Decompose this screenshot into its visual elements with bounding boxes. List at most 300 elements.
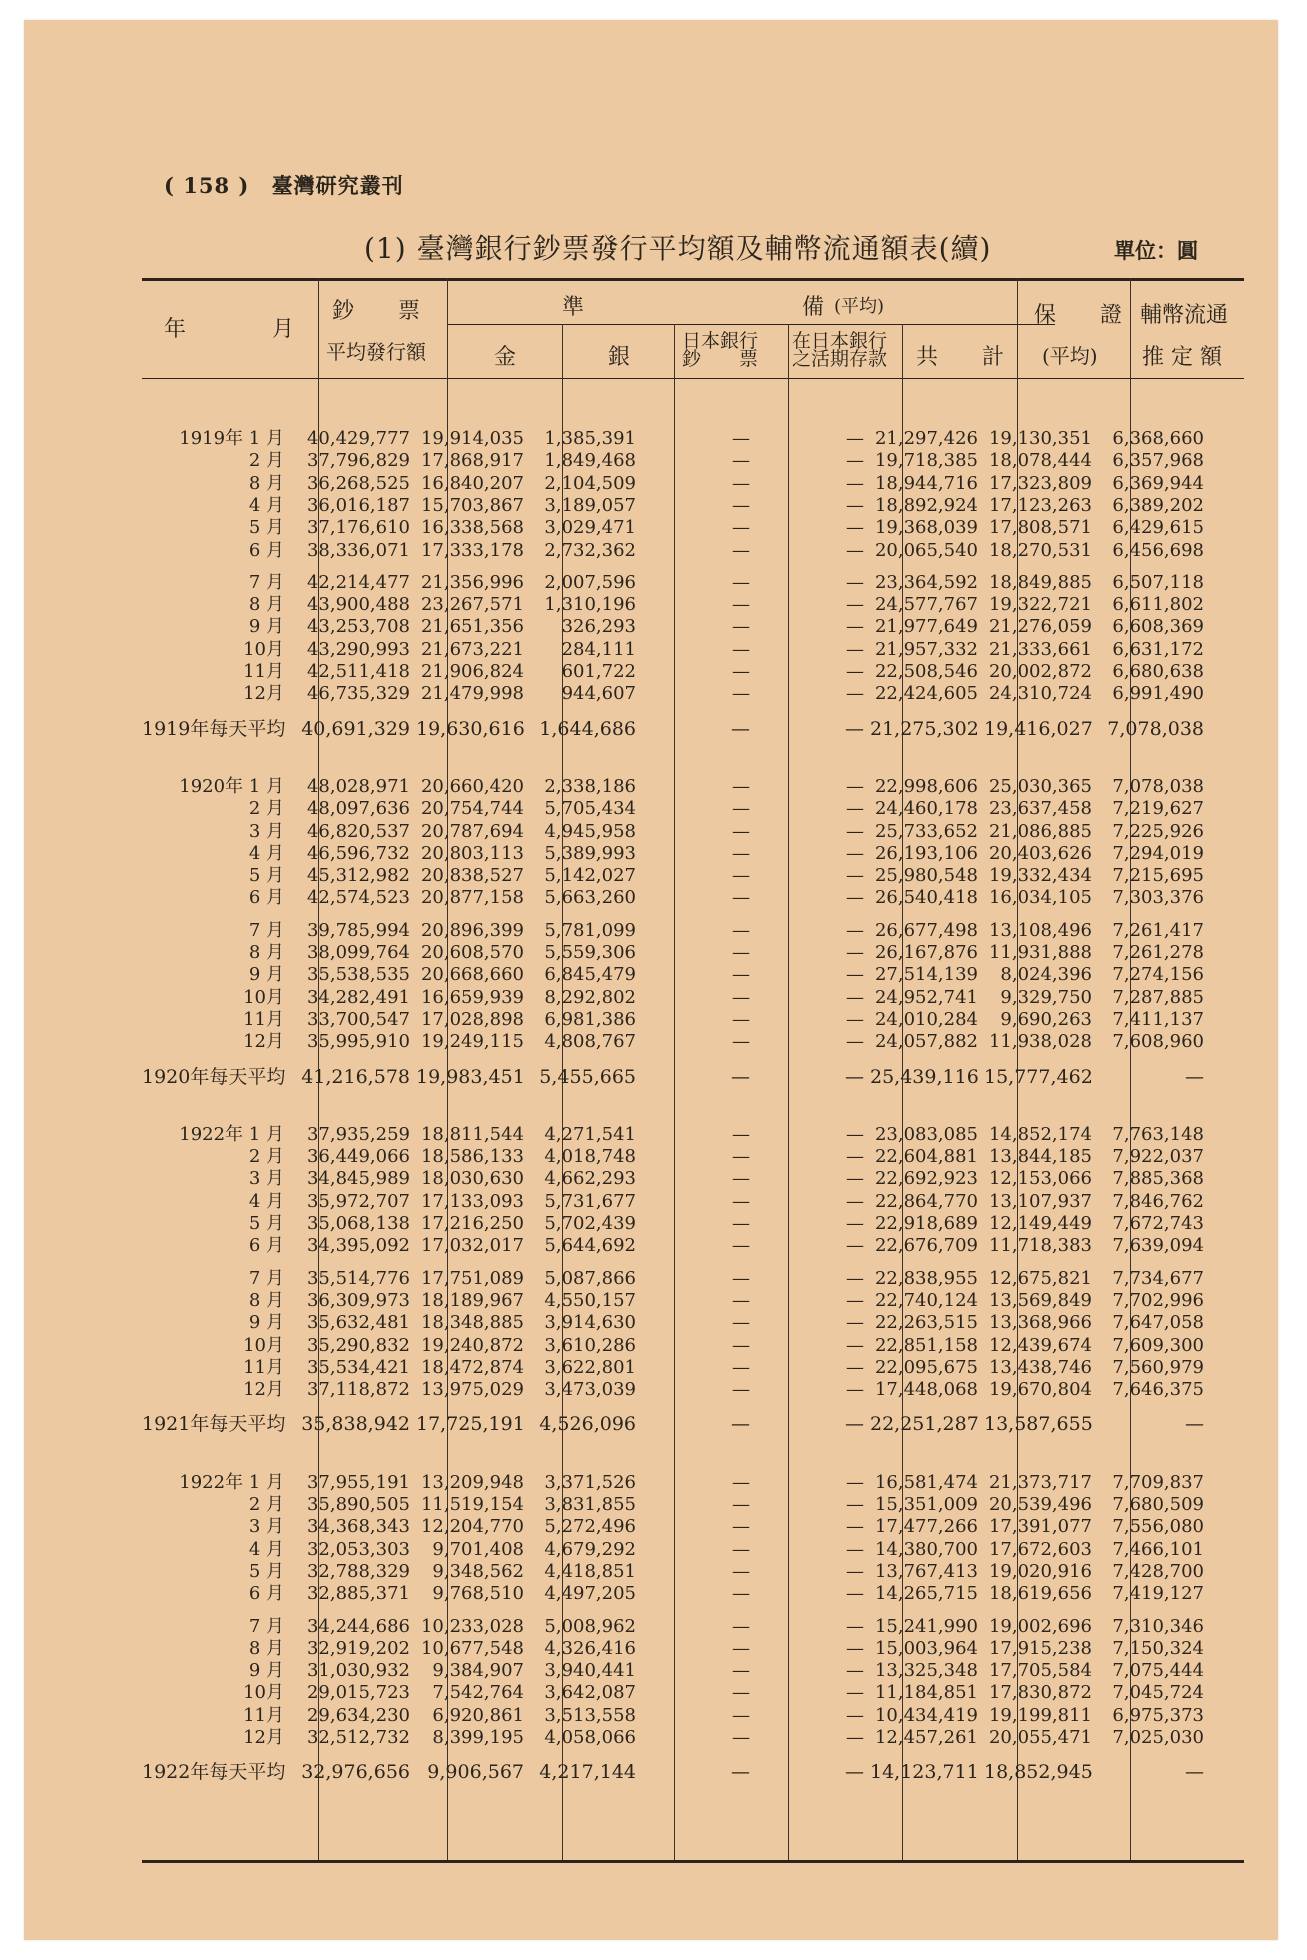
reserve-total-cell: 22,864,770 [874, 1190, 978, 1212]
guarantee-cell: 9,329,750 [1000, 986, 1092, 1008]
notes-issued-cell: 31,030,932 [306, 1660, 410, 1682]
guarantee-cell: 20,002,872 [988, 661, 1092, 682]
reserve-silver-cell: 5,644,692 [544, 1235, 636, 1257]
reserve-gold-cell: 12,204,770 [420, 1516, 524, 1538]
reserve-boj-notes-cell: — [732, 798, 750, 820]
reserve-gold-cell: 13,209,948 [420, 1471, 524, 1493]
reserve-boj-notes-cell: — [732, 638, 750, 660]
notes-issued-cell: 35,290,832 [306, 1334, 410, 1356]
col-header-boj-notes [682, 332, 758, 368]
subsidiary-coin-cell: 7,215,695 [1112, 865, 1204, 887]
notes-issued-cell: 48,028,971 [306, 775, 410, 797]
reserve-total-cell: 13,325,348 [874, 1660, 978, 1682]
reserve-gold-cell: 10,677,548 [420, 1637, 524, 1659]
guarantee-cell: 21,276,059 [988, 616, 1092, 638]
row-label-cell: 5 月 [248, 1560, 284, 1582]
reserve-boj-deposit-cell: — [846, 1235, 864, 1257]
reserve-boj-deposit-cell: — [846, 571, 864, 593]
notes-issued-cell: 37,796,829 [306, 450, 410, 472]
table-row [142, 865, 1244, 887]
subsidiary-coin-cell: 7,556,080 [1112, 1516, 1204, 1538]
row-label-cell: 1920年 1 月 [179, 775, 284, 797]
reserve-total-cell: 19,718,385 [874, 450, 978, 472]
running-head [164, 170, 404, 200]
reserve-boj-notes-cell: — [732, 428, 750, 449]
row-label-cell: 5 月 [248, 517, 284, 539]
reserve-total-cell: 16,581,474 [874, 1471, 978, 1493]
subsidiary-coin-cell: 7,709,837 [1112, 1471, 1204, 1493]
reserve-silver-cell: 4,058,066 [544, 1727, 636, 1748]
reserve-boj-deposit-cell: — [846, 942, 864, 963]
reserve-silver-cell: 6,845,479 [544, 964, 636, 986]
subsidiary-coin-cell: 7,303,376 [1112, 887, 1204, 909]
reserve-gold-cell: 18,348,885 [420, 1312, 524, 1334]
reserve-gold-cell: 6,920,861 [432, 1704, 524, 1726]
notes-issued-cell: 35,995,910 [306, 1031, 410, 1053]
reserve-gold-cell: 18,472,874 [420, 1356, 524, 1378]
reserve-total-cell: 18,892,924 [874, 494, 978, 516]
subsidiary-coin-cell: 6,608,369 [1112, 616, 1204, 638]
guarantee-cell: 17,391,077 [988, 1516, 1092, 1538]
notes-issued-cell: 34,395,092 [306, 1235, 410, 1257]
guarantee-cell: 19,322,721 [988, 594, 1092, 616]
notes-issued-cell: 32,885,371 [306, 1583, 410, 1605]
notes-issued-cell: 33,700,547 [306, 1008, 410, 1030]
reserve-gold-cell: 19,914,035 [420, 428, 524, 449]
reserve-silver-cell: 326,293 [561, 616, 636, 638]
reserve-silver-cell: 2,732,362 [544, 539, 636, 561]
notes-issued-cell: 34,845,989 [306, 1168, 410, 1190]
reserve-boj-notes-cell: — [732, 494, 750, 516]
reserve-silver-cell: 944,607 [561, 683, 636, 705]
reserve-silver-cell: 4,217,144 [539, 1761, 636, 1784]
notes-issued-cell: 35,068,138 [306, 1213, 410, 1234]
subsidiary-coin-cell: 7,846,762 [1112, 1190, 1204, 1212]
row-label-cell: 8 月 [248, 472, 284, 494]
reserve-silver-cell: 5,272,496 [544, 1516, 636, 1538]
reserve-gold-cell: 9,701,408 [432, 1538, 524, 1560]
row-label-cell: 11月 [243, 661, 284, 682]
reserve-silver-cell: 3,914,630 [544, 1312, 636, 1334]
reserve-boj-deposit-cell: — [846, 919, 864, 941]
reserve-silver-cell: 2,104,509 [544, 472, 636, 494]
reserve-gold-cell: 15,703,867 [420, 494, 524, 516]
reserve-gold-cell: 17,751,089 [420, 1267, 524, 1289]
reserve-boj-notes-cell: — [732, 1471, 750, 1493]
reserve-total-cell: 27,514,139 [874, 964, 978, 986]
notes-issued-cell: 48,097,636 [306, 798, 410, 820]
subsidiary-coin-cell: 6,975,373 [1112, 1704, 1204, 1726]
reserve-boj-notes-cell: — [732, 661, 750, 682]
subsidiary-coin-cell: — [1185, 1065, 1204, 1088]
reserve-boj-deposit-cell: — [846, 1379, 864, 1401]
reserve-total-cell: 26,540,418 [874, 887, 978, 909]
reserve-boj-deposit-cell: — [846, 1267, 864, 1289]
guarantee-cell: 24,310,724 [988, 683, 1092, 705]
reserve-silver-cell: 4,418,851 [544, 1560, 636, 1582]
reserve-boj-notes-cell: — [732, 683, 750, 705]
reserve-silver-cell: 4,808,767 [544, 1031, 636, 1053]
reserve-boj-notes-cell: — [732, 1334, 750, 1356]
row-label-cell: 4 月 [248, 494, 284, 516]
row-label-cell: 6 月 [248, 887, 284, 909]
guarantee-cell: 21,333,661 [988, 638, 1092, 660]
subsidiary-coin-cell: 7,075,444 [1112, 1660, 1204, 1682]
notes-issued-cell: 40,691,329 [301, 717, 410, 740]
reserve-total-cell: 22,095,675 [874, 1356, 978, 1378]
reserve-silver-cell: 4,271,541 [544, 1123, 636, 1145]
table-row [142, 428, 1244, 450]
col-header-guarantee: 保 證 [1034, 303, 1123, 328]
col-header-silver: 銀 [608, 345, 631, 370]
row-label-cell: 6 月 [248, 1583, 284, 1605]
col-header-gold: 金 [494, 345, 517, 370]
reserve-silver-cell: 4,326,416 [544, 1637, 636, 1659]
reserve-boj-deposit-cell: — [846, 1660, 864, 1682]
reserve-total-cell: 22,851,158 [874, 1334, 978, 1356]
reserve-total-cell: 24,057,882 [874, 1031, 978, 1053]
reserve-total-cell: 15,003,964 [874, 1637, 978, 1659]
reserve-gold-cell: 20,668,660 [420, 964, 524, 986]
table-title: (1) 臺灣銀行鈔票發行平均額及輔幣流通額表(續) [364, 232, 992, 265]
page-number: ( 158 ) [164, 173, 250, 198]
reserve-gold-cell: 20,803,113 [420, 842, 524, 864]
reserve-total-cell: 19,368,039 [874, 517, 978, 539]
col-header-notes: 鈔 票 [332, 299, 421, 324]
table-row [142, 887, 1244, 909]
reserve-gold-cell: 20,896,399 [420, 919, 524, 941]
subsidiary-coin-cell: 6,368,660 [1112, 428, 1204, 449]
notes-issued-cell: 46,735,329 [306, 683, 410, 705]
guarantee-cell: 17,808,571 [988, 517, 1092, 539]
reserve-gold-cell: 17,028,898 [420, 1008, 524, 1030]
guarantee-cell: 20,055,471 [988, 1727, 1092, 1748]
notes-issued-cell: 37,118,872 [306, 1379, 410, 1401]
notes-issued-cell: 36,449,066 [306, 1146, 410, 1168]
reserve-gold-cell: 16,338,568 [420, 517, 524, 539]
row-label-cell: 7 月 [248, 1615, 284, 1637]
table-row-annual-average [142, 1413, 1244, 1435]
guarantee-cell: 13,844,185 [988, 1146, 1092, 1168]
reserve-total-cell: 22,424,605 [874, 683, 978, 705]
notes-issued-cell: 40,429,777 [306, 428, 410, 449]
table-row [142, 1168, 1244, 1190]
reserve-silver-cell: 3,610,286 [544, 1334, 636, 1356]
table-row [142, 1268, 1244, 1290]
table-row [142, 661, 1244, 683]
reserve-gold-cell: 18,811,544 [420, 1123, 524, 1145]
reserve-silver-cell: 2,338,186 [544, 775, 636, 797]
subsidiary-coin-cell: 7,274,156 [1112, 964, 1204, 986]
reserve-boj-deposit-cell: — [846, 865, 864, 887]
reserve-gold-cell: 16,840,207 [420, 472, 524, 494]
subsidiary-coin-cell: 7,639,094 [1112, 1235, 1204, 1257]
reserve-boj-deposit-cell: — [846, 472, 864, 494]
reserve-boj-notes-cell: — [732, 1379, 750, 1401]
reserve-total-cell: 22,676,709 [874, 1235, 978, 1257]
reserve-boj-notes-cell: — [732, 1123, 750, 1145]
row-label-cell: 1921年每天平均 [142, 1413, 286, 1436]
reserve-sub-rule [447, 324, 1055, 325]
table-row [142, 1335, 1244, 1357]
col-header-boj-notes-line1: 日本銀行 [682, 330, 759, 352]
row-label-cell: 7 月 [248, 919, 284, 941]
reserve-total-cell: 26,193,106 [874, 842, 978, 864]
col-header-boj-deposit [792, 332, 887, 368]
reserve-boj-deposit-cell: — [846, 1727, 864, 1748]
subsidiary-coin-cell: 7,734,677 [1112, 1267, 1204, 1289]
reserve-silver-cell: 4,526,096 [539, 1413, 636, 1436]
reserve-total-cell: 22,838,955 [874, 1267, 978, 1289]
notes-issued-cell: 38,099,764 [306, 942, 410, 963]
reserve-boj-notes-cell: — [732, 1312, 750, 1334]
guarantee-cell: 18,270,531 [988, 539, 1092, 561]
reserve-total-cell: 21,297,426 [874, 428, 978, 449]
reserve-gold-cell: 20,608,570 [420, 942, 524, 963]
reserve-gold-cell: 23,267,571 [420, 594, 524, 616]
table-row [142, 1146, 1244, 1168]
reserve-silver-cell: 5,705,434 [544, 798, 636, 820]
table-row-annual-average [142, 718, 1244, 740]
reserve-boj-notes-cell: — [732, 1494, 750, 1515]
notes-issued-cell: 35,534,421 [306, 1356, 410, 1378]
notes-issued-cell: 35,890,505 [306, 1494, 410, 1515]
guarantee-cell: 17,123,263 [988, 494, 1092, 516]
notes-issued-cell: 34,244,686 [306, 1615, 410, 1637]
table-row [142, 450, 1244, 472]
reserve-total-cell: 22,998,606 [874, 775, 978, 797]
reserve-gold-cell: 16,659,939 [420, 986, 524, 1008]
guarantee-cell: 19,416,027 [984, 717, 1093, 740]
notes-issued-cell: 41,216,578 [301, 1065, 410, 1088]
reserve-gold-cell: 20,877,158 [420, 887, 524, 909]
reserve-boj-notes-cell: — [732, 887, 750, 909]
row-label-cell: 10月 [243, 1682, 284, 1704]
row-label-cell: 9 月 [248, 1660, 284, 1682]
reserve-silver-cell: 5,663,260 [544, 887, 636, 909]
guarantee-cell: 16,034,105 [988, 887, 1092, 909]
reserve-boj-deposit-cell: — [845, 1761, 864, 1784]
notes-issued-cell: 32,512,732 [306, 1727, 410, 1748]
reserve-total-cell: 24,460,178 [874, 798, 978, 820]
col-header-reserve-avg: (平均) [834, 296, 885, 317]
reserve-total-cell: 22,918,689 [874, 1213, 978, 1234]
col-header-month: 月 [272, 317, 295, 342]
notes-issued-cell: 42,214,477 [306, 571, 410, 593]
col-header-subsidiary: 輔幣流通 [1140, 303, 1229, 328]
reserve-boj-deposit-cell: — [846, 494, 864, 516]
table-row [142, 964, 1244, 986]
table-row [142, 1705, 1244, 1727]
journal-name: 臺灣研究叢刊 [271, 173, 404, 198]
reserve-boj-deposit-cell: — [846, 1190, 864, 1212]
reserve-silver-cell: 601,722 [561, 661, 636, 682]
guarantee-cell: 11,718,383 [988, 1235, 1092, 1257]
reserve-boj-deposit-cell: — [845, 1065, 864, 1088]
subsidiary-coin-cell: 7,428,700 [1112, 1560, 1204, 1582]
notes-issued-cell: 43,900,488 [306, 594, 410, 616]
reserve-boj-deposit-cell: — [846, 1471, 864, 1493]
row-label-cell: 3 月 [248, 1516, 284, 1538]
reserve-boj-deposit-cell: — [846, 1146, 864, 1168]
reserve-total-cell: 21,275,302 [870, 717, 979, 740]
subsidiary-coin-cell: 6,991,490 [1112, 683, 1204, 705]
notes-issued-cell: 29,015,723 [306, 1682, 410, 1704]
reserve-boj-notes-cell: — [732, 842, 750, 864]
subsidiary-coin-cell: 7,150,324 [1112, 1637, 1204, 1659]
guarantee-cell: 18,619,656 [988, 1583, 1092, 1605]
reserve-gold-cell: 19,240,872 [420, 1334, 524, 1356]
subsidiary-coin-cell: 7,646,375 [1112, 1379, 1204, 1401]
subsidiary-coin-cell: 7,078,038 [1112, 775, 1204, 797]
reserve-boj-deposit-cell: — [846, 1289, 864, 1311]
col-header-reserve: 準 [562, 295, 585, 320]
reserve-gold-cell: 21,906,824 [420, 661, 524, 682]
reserve-silver-cell: 4,662,293 [544, 1168, 636, 1190]
table-row [142, 798, 1244, 820]
reserve-total-cell: 14,123,711 [870, 1761, 979, 1784]
subsidiary-coin-cell: 7,560,979 [1112, 1356, 1204, 1378]
notes-issued-cell: 43,290,993 [306, 638, 410, 660]
table-row [142, 1561, 1244, 1583]
notes-issued-cell: 37,176,610 [306, 517, 410, 539]
guarantee-cell: 23,637,458 [988, 798, 1092, 820]
table-row [142, 1660, 1244, 1682]
reserve-boj-notes-cell: — [732, 1560, 750, 1582]
reserve-boj-deposit-cell: — [846, 1494, 864, 1515]
subsidiary-coin-cell: 6,456,698 [1112, 539, 1204, 561]
reserve-silver-cell: 1,849,468 [544, 450, 636, 472]
table-row [142, 1539, 1244, 1561]
col-header-subsidiary-sub: 推 定 額 [1142, 345, 1222, 370]
header-bottom-rule [142, 378, 1244, 379]
unit-label: 單位：圓 [1114, 238, 1198, 263]
reserve-boj-deposit-cell: — [846, 842, 864, 864]
table-row [142, 1682, 1244, 1704]
reserve-silver-cell: 3,940,441 [544, 1660, 636, 1682]
table-row [142, 942, 1244, 964]
subsidiary-coin-cell: 7,609,300 [1112, 1334, 1204, 1356]
reserve-boj-notes-cell: — [732, 1682, 750, 1704]
guarantee-cell: 20,403,626 [988, 842, 1092, 864]
row-label-cell: 12月 [243, 1727, 284, 1748]
reserve-silver-cell: 3,831,855 [544, 1494, 636, 1515]
notes-issued-cell: 35,538,535 [306, 964, 410, 986]
reserve-boj-deposit-cell: — [846, 517, 864, 539]
reserve-gold-cell: 21,356,996 [420, 571, 524, 593]
reserve-silver-cell: 1,385,391 [544, 428, 636, 449]
notes-issued-cell: 32,919,202 [306, 1637, 410, 1659]
reserve-silver-cell: 5,455,665 [539, 1065, 636, 1088]
reserve-gold-cell: 11,519,154 [420, 1494, 524, 1515]
notes-issued-cell: 32,976,656 [301, 1761, 410, 1784]
table-row [142, 683, 1244, 705]
reserve-boj-deposit-cell: — [846, 428, 864, 449]
reserve-total-cell: 24,577,767 [874, 594, 978, 616]
guarantee-cell: 19,332,434 [988, 865, 1092, 887]
notes-issued-cell: 37,955,191 [306, 1471, 410, 1493]
guarantee-cell: 19,130,351 [988, 428, 1092, 449]
reserve-boj-notes-cell: — [732, 1615, 750, 1637]
reserve-total-cell: 25,733,652 [874, 820, 978, 842]
subsidiary-coin-cell: 7,261,278 [1112, 942, 1204, 963]
guarantee-cell: 12,439,674 [988, 1334, 1092, 1356]
reserve-boj-notes-cell: — [732, 616, 750, 638]
reserve-boj-notes-cell: — [732, 1008, 750, 1030]
guarantee-cell: 21,373,717 [988, 1471, 1092, 1493]
subsidiary-coin-cell: 6,631,172 [1112, 638, 1204, 660]
reserve-boj-notes-cell: — [732, 775, 750, 797]
row-label-cell: 11月 [243, 1704, 284, 1726]
reserve-boj-deposit-cell: — [846, 1682, 864, 1704]
reserve-gold-cell: 19,249,115 [420, 1031, 524, 1053]
subsidiary-coin-cell: 7,411,137 [1112, 1008, 1204, 1030]
reserve-boj-notes-cell: — [731, 1761, 750, 1784]
notes-issued-cell: 34,282,491 [306, 986, 410, 1008]
reserve-total-cell: 25,439,116 [870, 1065, 979, 1088]
table-row [142, 1727, 1244, 1749]
row-label-cell: 9 月 [248, 1312, 284, 1334]
row-label-cell: 6 月 [248, 539, 284, 561]
reserve-total-cell: 23,083,085 [874, 1123, 978, 1145]
reserve-boj-deposit-cell: — [846, 964, 864, 986]
table-row [142, 1031, 1244, 1053]
reserve-boj-notes-cell: — [732, 1235, 750, 1257]
guarantee-cell: 19,002,696 [988, 1615, 1092, 1637]
subsidiary-coin-cell: 6,680,638 [1112, 661, 1204, 682]
reserve-total-cell: 10,434,419 [874, 1704, 978, 1726]
table-row [142, 1357, 1244, 1379]
table-row [142, 1191, 1244, 1213]
page-paper [24, 20, 1278, 1940]
row-label-cell: 2 月 [248, 450, 284, 472]
reserve-boj-deposit-cell: — [846, 539, 864, 561]
reserve-total-cell: 17,477,266 [874, 1516, 978, 1538]
table-row [142, 1616, 1244, 1638]
reserve-total-cell: 14,380,700 [874, 1538, 978, 1560]
reserve-silver-cell: 4,018,748 [544, 1146, 636, 1168]
reserve-boj-deposit-cell: — [846, 1538, 864, 1560]
reserve-total-cell: 22,263,515 [874, 1312, 978, 1334]
table-row [142, 776, 1244, 798]
row-label-cell: 9 月 [248, 616, 284, 638]
table-row [142, 572, 1244, 594]
reserve-gold-cell: 9,384,907 [432, 1660, 524, 1682]
notes-issued-cell: 36,268,525 [306, 472, 410, 494]
reserve-silver-cell: 3,473,039 [544, 1379, 636, 1401]
reserve-gold-cell: 17,032,017 [420, 1235, 524, 1257]
reserve-gold-cell: 17,216,250 [420, 1213, 524, 1234]
row-label-cell: 2 月 [248, 1146, 284, 1168]
table-row [142, 1638, 1244, 1660]
reserve-boj-notes-cell: — [732, 1727, 750, 1748]
row-label-cell: 4 月 [248, 1538, 284, 1560]
table-bottom-rule [142, 1860, 1244, 1863]
subsidiary-coin-cell: 6,507,118 [1112, 571, 1204, 593]
reserve-total-cell: 15,351,009 [874, 1494, 978, 1515]
reserve-gold-cell: 18,586,133 [420, 1146, 524, 1168]
subsidiary-coin-cell: 7,608,960 [1112, 1031, 1204, 1053]
table-row [142, 517, 1244, 539]
reserve-total-cell: 14,265,715 [874, 1583, 978, 1605]
reserve-boj-deposit-cell: — [846, 1031, 864, 1053]
subsidiary-coin-cell: 6,429,615 [1112, 517, 1204, 539]
reserve-boj-deposit-cell: — [846, 887, 864, 909]
reserve-gold-cell: 21,673,221 [420, 638, 524, 660]
row-label-cell: 12月 [243, 683, 284, 705]
reserve-boj-notes-cell: — [732, 594, 750, 616]
guarantee-cell: 11,938,028 [988, 1031, 1092, 1053]
